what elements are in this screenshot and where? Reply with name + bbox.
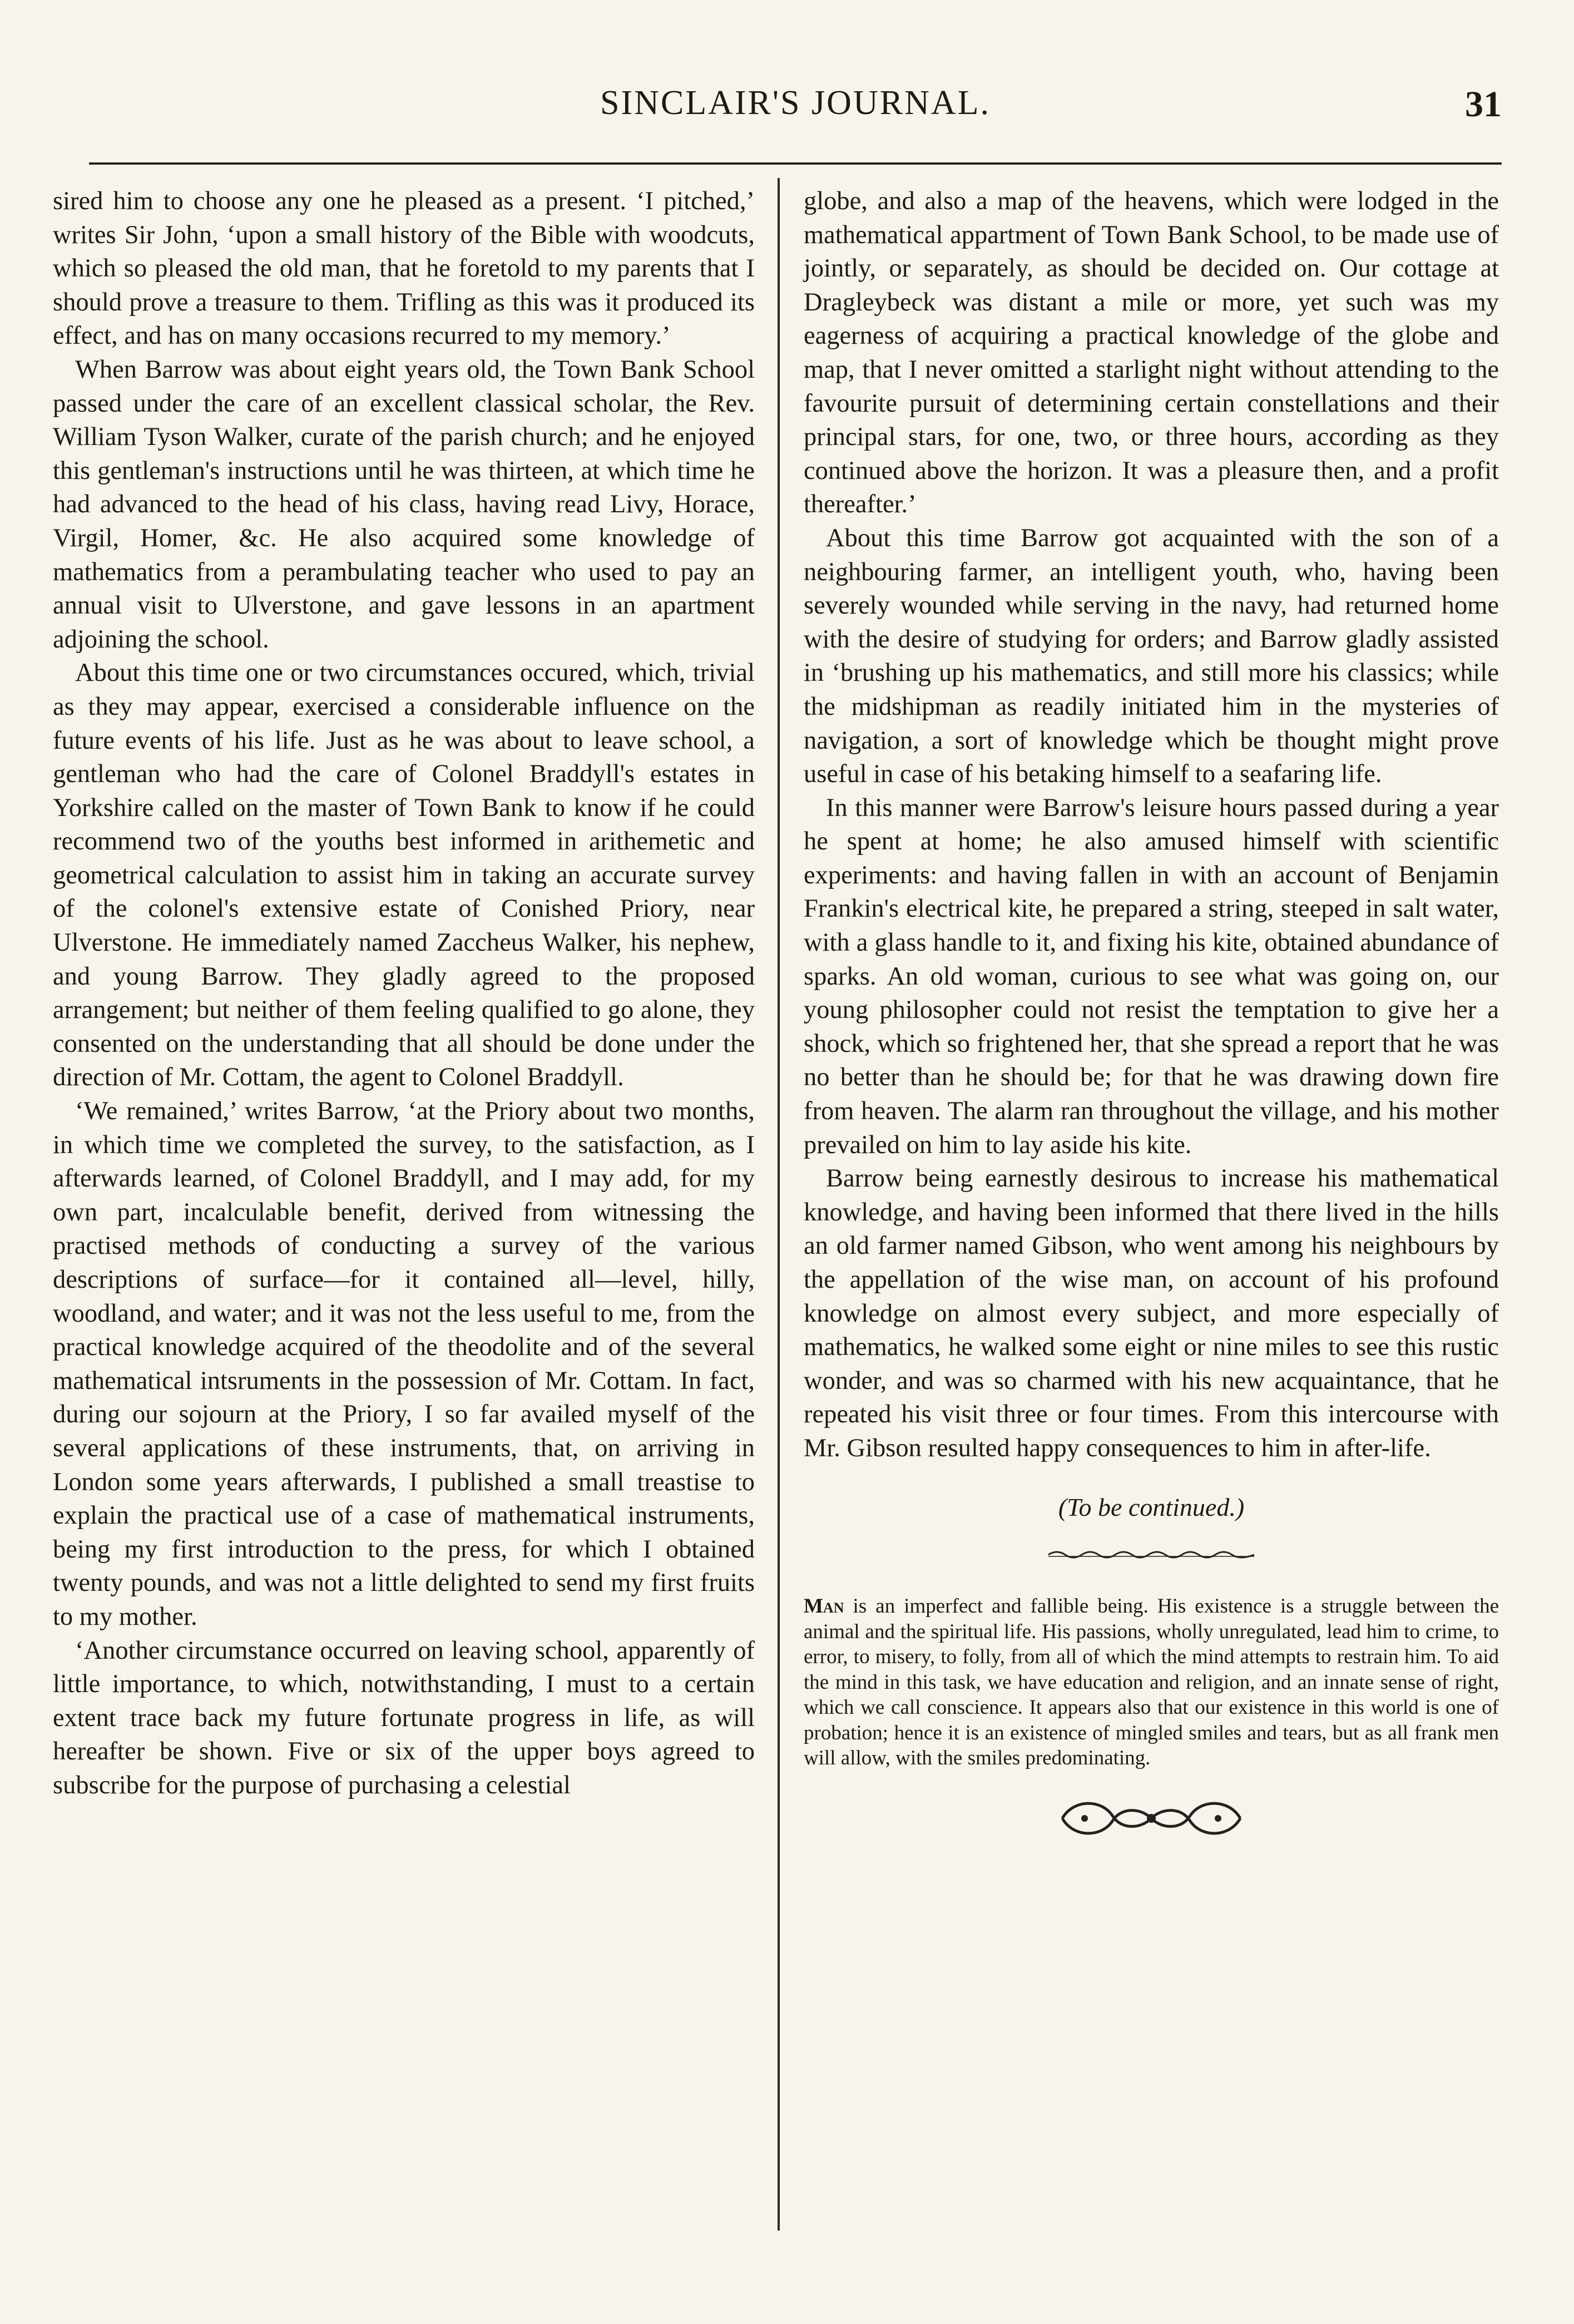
paragraph: In this manner were Barrow's leisure hours passed during a year he spent at home; he also amused himself with scientific experiments: and having fallen in with an account of Benjamin Frankin's electrical kite, he prepared a string, steeped in salt water, with a glass handle to it, and fixing his kite, obtained abundance of sparks. An old woman, curious to see what was going on, our young philosopher could not resist the temptation to give her a shock, which so frightened her, that she spread a report that he was no better than he should be; for that he was drawing down fire from heaven. The alarm ran throughout the village, and his mother prevailed on him to lay aside his kite.	[804, 793, 1499, 1159]
paragraph: globe, and also a map of the heavens, which were lodged in the mathematical appartment of Town Bank School, to be made use of jointly, or separately, as should be decided on. Our cottage at Dragleybeck was distant a mile or more, yet such was my eagerness of acquiring a practical knowledge of the globe and map, that I never omitted a starlight night without attending to the favourite pursuit of determining certain constellations and their principal stars, for one, two, or three hours, according as they continued above the horizon. It was a pleasure then, and a profit thereafter.’	[804, 187, 1499, 519]
running-header	[89, 83, 1502, 150]
column-divider	[778, 178, 780, 2231]
paragraph: About this time one or two circumstances occured, which, trivial as they may appear, exercised a considerable influence on the future events of his life. Just as he was about to leave school, a gentleman who had the care of Colonel Braddyll's estates in Yorkshire called on the master of Town Bank to know if he could recommend two of the youths best informed in arithemetic and geometrical calculation to assist him in taking an accurate survey of the colonel's extensive estate of Conished Priory, near Ulverstone. He immediately named Zaccheus Walker, his nephew, and young Barrow. They gladly agreed to the proposed arrangement; but neither of them feeling qualified to go alone, they consented on the understanding that all should be done under the direction of Mr. Cottam, the agent to Colonel Braddyll.	[53, 659, 755, 1092]
page-number: 31	[1465, 84, 1502, 125]
paragraph: Barrow being earnestly desirous to increase his mathematical knowledge, and having been informed that there lived in the hills an old farmer named Gibson, who went among his neighbours by the appellation of the wise man, on account of his profound knowledge on almost every subject, and more especially of mathematics, he walked some eight or nine miles to see this rustic wonder, and was so charmed with his new acquaintance, that he repeated his visit three or four times. From this intercourse with Mr. Gibson resulted happy consequences to him in after-life.	[804, 1164, 1499, 1462]
journal-title: SINCLAIR'S JOURNAL.	[600, 84, 991, 122]
tailpiece-ornament-icon	[1051, 1793, 1251, 1843]
paragraph: sired him to choose any one he pleased as a present. ‘I pitched,’ writes Sir John, ‘upon a small history of the Bible with woodcuts, which so pleased the old man, that he foretold to my parents that I should prove a treasure to them. Trifling as this was it produced its effect, and has on many occasions recurred to my memory.’	[53, 187, 755, 350]
ornamental-rule-icon	[1046, 1546, 1257, 1563]
footnote-text: is an imperfect and fallible being. His existence is a struggle between the animal and the spiritual life. His passions, wholly unregulated, lead him to crime, to error, to misery, to folly, from all of which the mind attempts to restrain him. To aid the mind in this task, we have education and religion, and an innate sense of right, which we call conscience. It appears also that our existence in this world is one of probation; hence it is an existence of mingled smiles and tears, but as all frank men will allow, with the smiles predominating.	[804, 1595, 1499, 1770]
footnote-lead: Man	[804, 1595, 844, 1618]
paragraph: When Barrow was about eight years old, the Town Bank School passed under the care of an excellent classical scholar, the Rev. William Tyson Walker, curate of the parish church; and he enjoyed this gentleman's instructions until he was thirteen, at which time he had advanced to the head of his class, having read Livy, Horace, Virgil, Homer, &c. He also acquired some knowledge of mathematics from a perambulating teacher who used to pay an annual visit to Ulverstone, and gave lessons in an apartment adjoining the school.	[53, 355, 755, 654]
header-rule	[89, 162, 1502, 165]
paragraph: ‘Another circumstance occurred on leaving school, apparently of little importance, to which, notwithstanding, I must to a certain extent trace back my future fortunate progress in life, as will hereafter be shown. Five or six of the upper boys agreed to subscribe for the purpose of purchasing a celestial	[53, 1636, 755, 1799]
paragraph: About this time Barrow got acquainted with the son of a neighbouring farmer, an intelligent youth, who, having been severely wounded while serving in the navy, had returned home with the desire of studying for orders; and Barrow gladly assisted in ‘brushing up his mathematics, and still more his classics; while the midshipman as readily initiated him in the mysteries of navigation, a sort of knowledge which be thought might prove useful in case of his betaking himself to a seafaring life.	[804, 523, 1499, 789]
footnote	[804, 1594, 1499, 1771]
to-be-continued: (To be continued.)	[1058, 1492, 1245, 1521]
paragraph: ‘We remained,’ writes Barrow, ‘at the Priory about two months, in which time we completed the survey, to the satisfaction, as I afterwards learned, of Colonel Braddyll, and I may add, for my own part, incalculable benefit, derived from witnessing the practised methods of conducting a survey of the various descriptions of surface—for it contained all—level, hilly, woodland, and water; and it was not the less useful to me, from the practical knowledge acquired of the theodolite and of the several mathematical intsruments in the possession of Mr. Cottam. In fact, during our sojourn at the Priory, I so far availed myself of the several applications of these instruments, that, on arriving in London some years afterwards, I published a small treastise to explain the practical use of a case of mathematical instruments, being my first introduction to the press, for which I obtained twenty pounds, and was not a little delighted to send my first fruits to my mother.	[53, 1097, 755, 1631]
right-column	[804, 185, 1499, 1843]
left-column	[53, 185, 755, 1803]
